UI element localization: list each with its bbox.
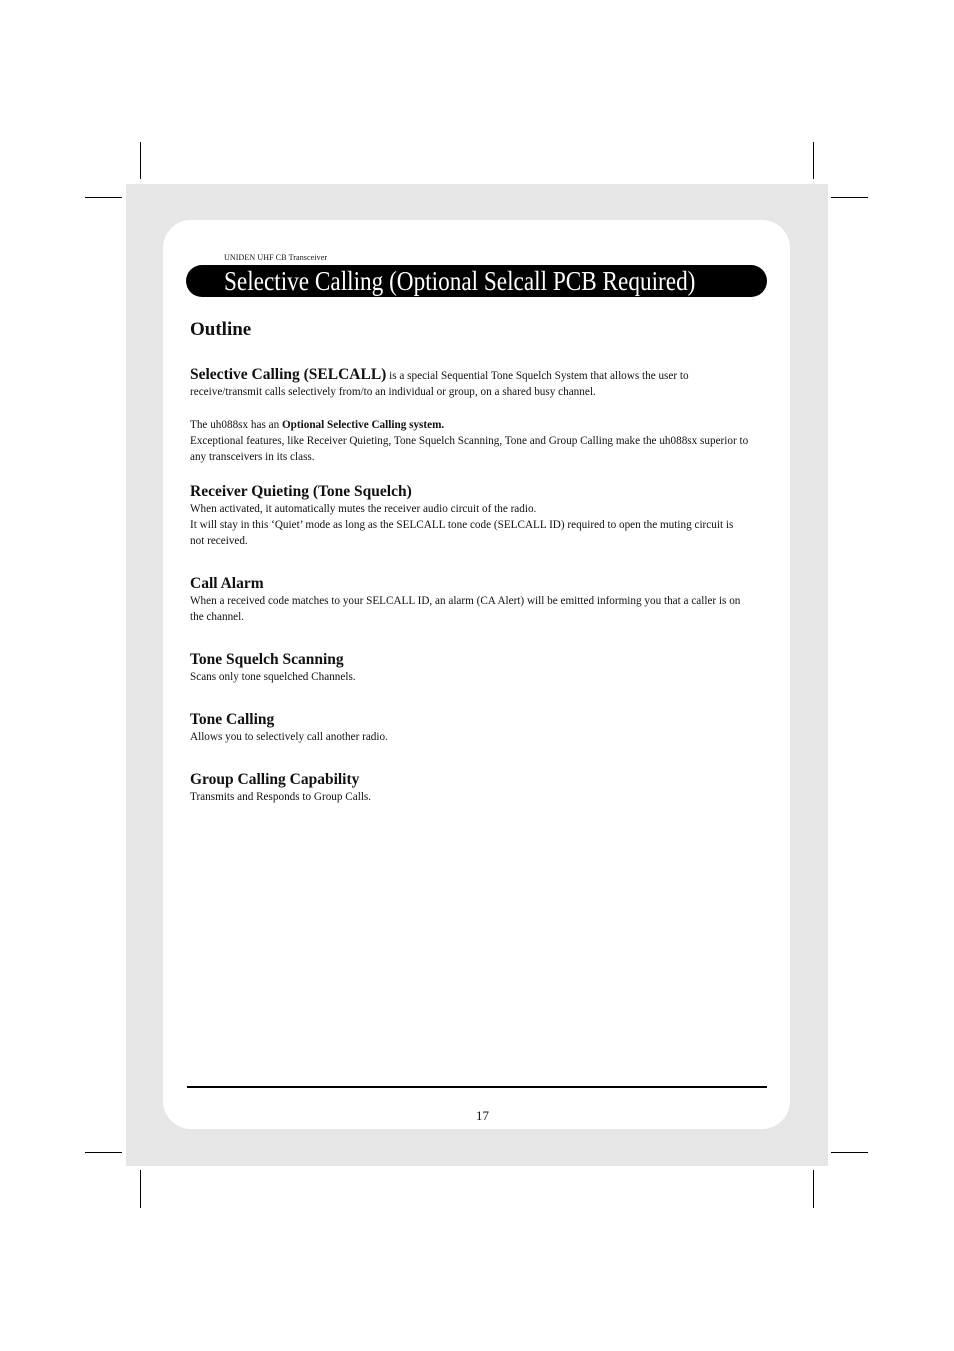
section-text: Transmits and Responds to Group Calls.	[190, 791, 372, 803]
title-bar	[186, 265, 767, 297]
section-tone-calling	[190, 710, 750, 745]
section-call-alarm	[190, 574, 750, 625]
page-title: Selective Calling (Optional Selcall PCB Required)	[224, 266, 696, 296]
feature-note-prefix: The uh088sx has an	[190, 419, 282, 431]
section-text: It will stay in this ‘Quiet’ mode as long as the SELCALL tone code (SELCALL ID) required to open the muting circuit is not received.	[190, 519, 734, 547]
section-text: When activated, it automatically mutes the receiver audio circuit of the radio.	[190, 503, 537, 515]
crop-mark	[831, 197, 868, 198]
section-heading: Tone Calling	[190, 711, 275, 728]
feature-note-bold: Optional Selective Calling system.	[281, 419, 445, 431]
section-receiver-quieting	[190, 482, 750, 549]
crop-mark	[813, 1170, 814, 1208]
section-tone-squelch-scanning	[190, 650, 750, 685]
intro-lead-term: Selective Calling (SELCALL)	[190, 366, 387, 383]
section-heading: Call Alarm	[190, 575, 264, 592]
outline-heading: Outline	[190, 319, 252, 340]
crop-mark	[85, 1152, 122, 1153]
feature-note-line1	[190, 417, 750, 433]
section-text: When a received code matches to your SELCALL ID, an alarm (CA Alert) will be emitted informing you that a caller is on the channel.	[190, 595, 741, 623]
crop-mark	[85, 197, 122, 198]
section-text: Allows you to selectively call another radio.	[190, 731, 388, 743]
intro-paragraph	[190, 367, 750, 400]
crop-mark	[813, 142, 814, 179]
crop-mark	[140, 142, 141, 179]
section-heading: Group Calling Capability	[190, 771, 360, 788]
section-heading: Receiver Quieting (Tone Squelch)	[190, 483, 412, 500]
page-number: 17	[476, 1108, 489, 1123]
section-text: Scans only tone squelched Channels.	[190, 671, 356, 683]
feature-note-text: Exceptional features, like Receiver Quieting, Tone Squelch Scanning, Tone and Group Calling make the uh088sx superior to any transceivers in its class.	[190, 435, 749, 463]
section-heading: Tone Squelch Scanning	[190, 651, 344, 668]
crop-mark	[140, 1170, 141, 1208]
section-group-calling	[190, 770, 750, 805]
intro-text: is a special Sequential Tone Squelch System that allows the user to receive/transmit calls selectively from/to an individual or group, on a shared busy channel.	[190, 370, 689, 398]
crop-mark	[831, 1152, 868, 1153]
content-area	[190, 318, 750, 805]
footer-rule	[187, 1086, 767, 1088]
running-head: UNIDEN UHF CB Transceiver	[224, 253, 328, 262]
